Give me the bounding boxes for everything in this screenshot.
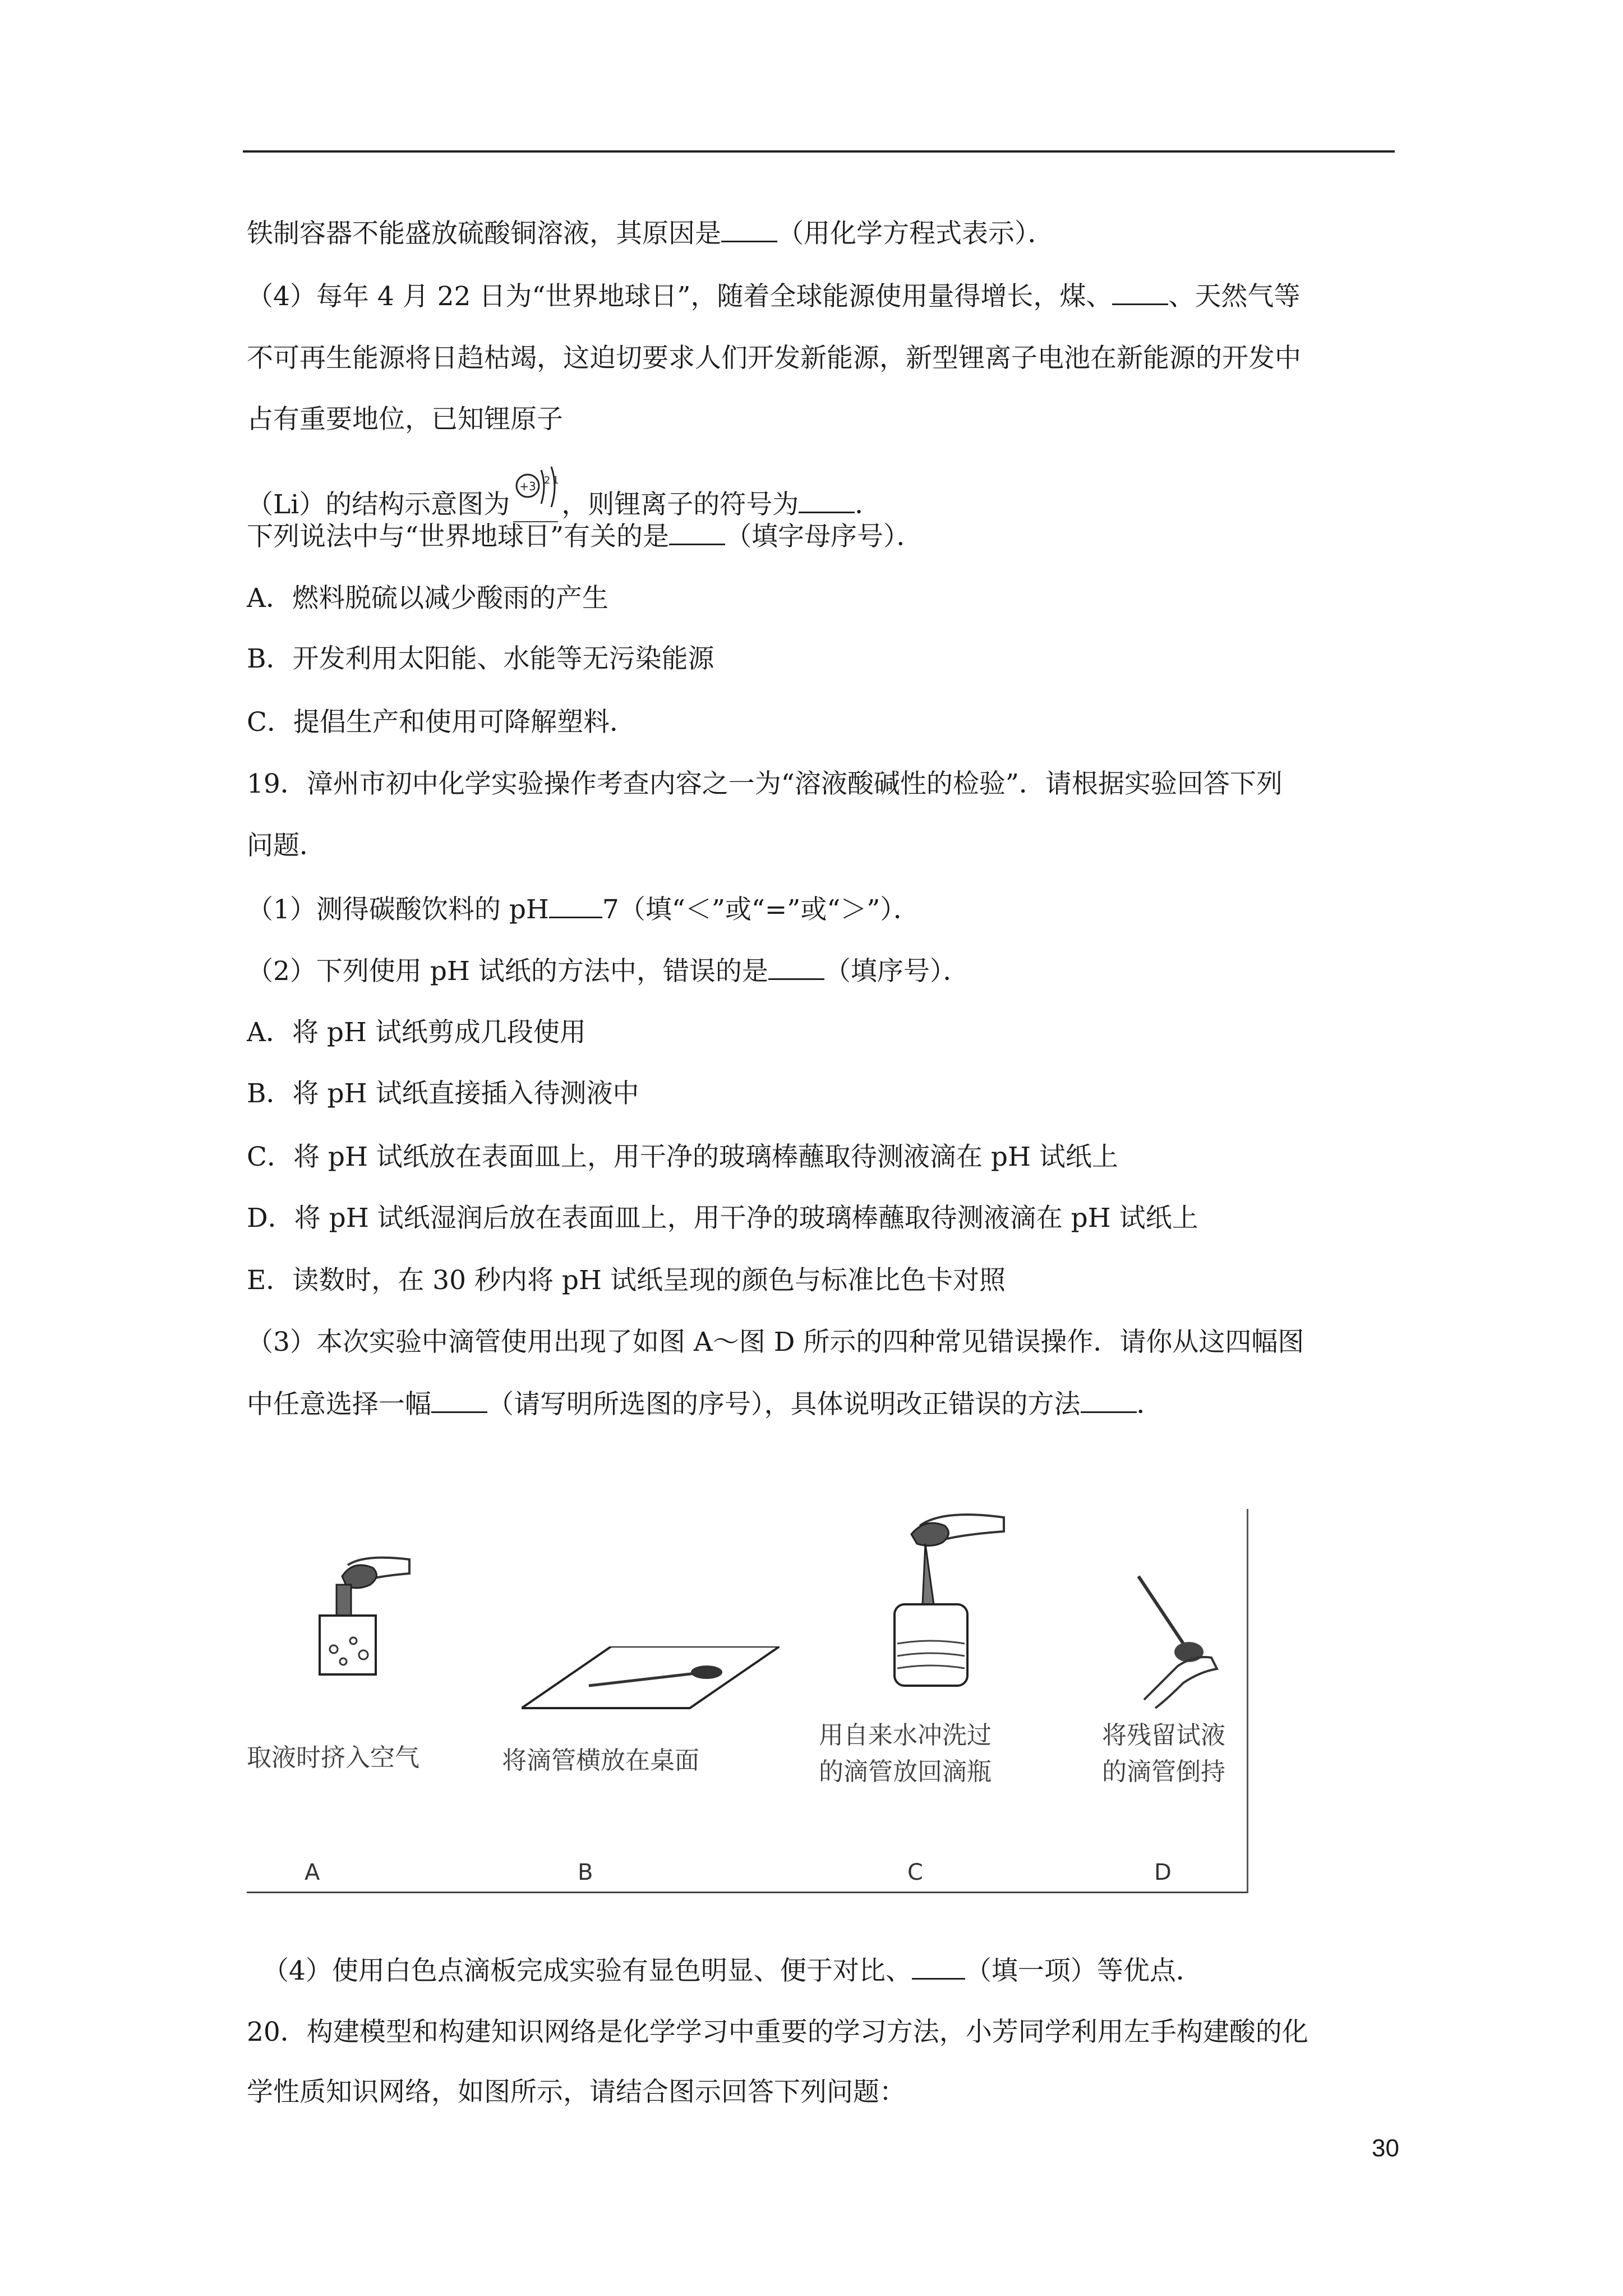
text-line: B．将 pH 试纸直接插入待测液中 bbox=[247, 1078, 639, 1109]
panel-d-caption-line-1: 将残留试液 bbox=[1102, 1721, 1225, 1750]
panel-b-caption: 将滴管横放在桌面 bbox=[502, 1746, 699, 1775]
panel-a-label: A bbox=[305, 1860, 320, 1885]
panel-c-label: C bbox=[907, 1860, 923, 1885]
text-line: （3）本次实验中滴管使用出现了如图 A～图 D 所示的四种常见错误操作．请你从这四幅图 bbox=[247, 1327, 1304, 1358]
text-line: A．燃料脱硫以减少酸雨的产生 bbox=[247, 583, 608, 614]
text-line: 占有重要地位，已知锂原子 bbox=[247, 404, 563, 435]
atom-shell-1-electrons: 2 bbox=[544, 475, 551, 486]
text-line: （Li）的结构示意图为 +3 2 1 ，则锂离子的符号为 ． bbox=[247, 481, 881, 532]
answer-blank[interactable] bbox=[912, 1953, 965, 1980]
question-19-title: 19．漳州市初中化学实验操作考查内容之一为“溶液酸碱性的检验”．请根据实验回答下列 bbox=[247, 769, 1283, 799]
atom-shell-2-electrons: 1 bbox=[552, 475, 559, 486]
text-line: 不可再生能源将日趋枯竭，这迫切要求人们开发新能源，新型锂离子电池在新能源的开发中 bbox=[247, 343, 1301, 374]
text-line: （1）测得碳酸饮料的 pH 7（填“＜”或“=”或“＞”）． bbox=[247, 892, 920, 927]
figure-border bbox=[1247, 1509, 1248, 1893]
panel-b-label: B bbox=[578, 1860, 593, 1885]
panel-c-illustration-icon bbox=[880, 1509, 1026, 1688]
text-line: C．将 pH 试纸放在表面皿上，用干净的玻璃棒蘸取待测液滴在 pH 试纸上 bbox=[247, 1142, 1118, 1172]
answer-blank[interactable] bbox=[549, 892, 602, 918]
answer-blank[interactable] bbox=[721, 216, 777, 242]
text-line: D．将 pH 试纸湿润后放在表面皿上，用干净的玻璃棒蘸取待测液滴在 pH 试纸上 bbox=[247, 1203, 1198, 1234]
figure-baseline bbox=[247, 1892, 1248, 1893]
panel-a-illustration-icon bbox=[280, 1543, 426, 1677]
answer-blank[interactable] bbox=[431, 1387, 487, 1413]
dropper-errors-figure bbox=[247, 1509, 1248, 1896]
question-20-title: 20．构建模型和构建知识网络是化学学习中重要的学习方法，小芳同学利用左手构建酸的化 bbox=[247, 2017, 1308, 2047]
text-line: 中任意选择一幅 （请写明所选图的序号），具体说明改正错误的方法 ． bbox=[247, 1387, 1163, 1421]
text-line: A．将 pH 试纸剪成几段使用 bbox=[247, 1017, 586, 1048]
answer-blank[interactable] bbox=[1112, 279, 1168, 305]
text-line: B．开发利用太阳能、水能等无污染能源 bbox=[247, 643, 714, 674]
answer-blank[interactable] bbox=[1081, 1387, 1137, 1413]
text-line: 学性质知识网络，如图所示，请结合图示回答下列问题： bbox=[247, 2077, 906, 2108]
panel-a-caption: 取液时挤入空气 bbox=[247, 1743, 419, 1772]
answer-blank[interactable] bbox=[669, 519, 725, 545]
text-line: （4）使用白色点滴板完成实验有显色明显、便于对比、 （填一项）等优点． bbox=[262, 1953, 1202, 1988]
text-line: （2）下列使用 pH 试纸的方法中，错误的是 （填序号）． bbox=[247, 954, 969, 988]
panel-d-caption-line-2: 的滴管倒持 bbox=[1102, 1757, 1225, 1786]
answer-blank[interactable] bbox=[768, 954, 824, 980]
page-number: 30 bbox=[1372, 2134, 1399, 2162]
panel-d-illustration-icon bbox=[1122, 1571, 1234, 1717]
text-line: 问题． bbox=[247, 830, 326, 861]
answer-blank[interactable] bbox=[799, 487, 855, 513]
text-line: E．读数时，在 30 秒内将 pH 试纸呈现的颜色与标准比色卡对照 bbox=[247, 1265, 1006, 1296]
atom-nucleus-charge: +3 bbox=[519, 480, 536, 493]
panel-d-label: D bbox=[1154, 1860, 1172, 1885]
text-line: 下列说法中与“世界地球日”有关的是 （填字母序号）． bbox=[247, 519, 923, 554]
panel-c-caption-line-1: 用自来水冲洗过 bbox=[819, 1721, 992, 1750]
text-line: 铁制容器不能盛放硫酸铜溶液，其原因是 （用化学方程式表示）． bbox=[247, 216, 1054, 251]
text-line: （4）每年 4 月 22 日为“世界地球日”，随着全球能源使用量得增长，煤、 、天然气等 bbox=[247, 279, 1300, 314]
header-rule bbox=[243, 150, 1395, 153]
text-line: C．提倡生产和使用可降解塑料． bbox=[247, 707, 636, 738]
panel-c-caption-line-2: 的滴管放回滴瓶 bbox=[819, 1757, 992, 1786]
panel-b-illustration-icon bbox=[522, 1646, 780, 1714]
